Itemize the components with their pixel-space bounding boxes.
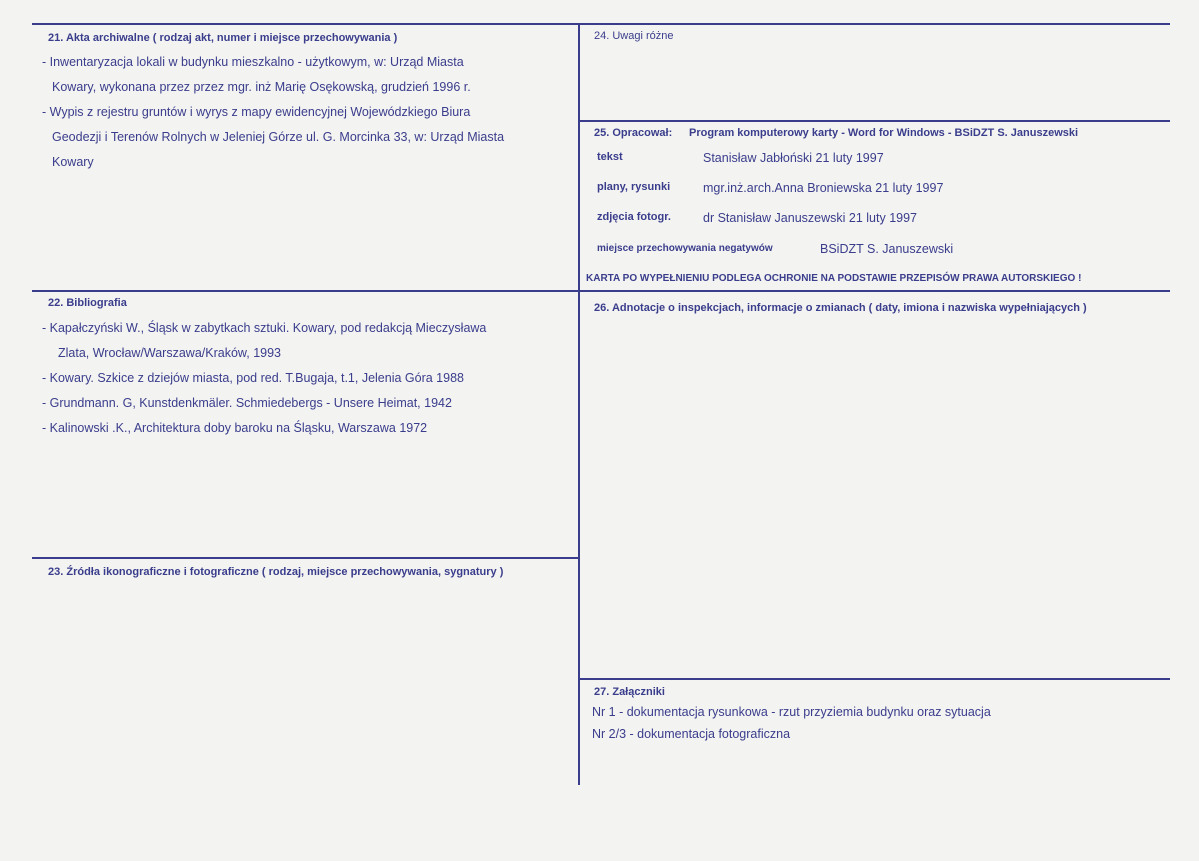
section-22-heading: 22. Bibliografia [48, 297, 127, 309]
section-27-line: Nr 2/3 - dokumentacja fotograficzna [592, 727, 791, 741]
center-divider [578, 25, 580, 785]
section-21-line: Kowary [52, 155, 94, 169]
section-25-heading: 25. Opracował: [594, 127, 673, 139]
label-plany-rysunki: plany, rysunki [597, 181, 671, 193]
copyright-notice: KARTA PO WYPEŁNIENIU PODLEGA OCHRONIE NA PODSTAWIE PRZEPISÓW PRAWA AUTORSKIEGO ! [586, 273, 1082, 284]
section-22-line: - Kalinowski .K., Architektura doby baroku na Śląsku, Warszawa 1972 [42, 421, 428, 435]
divider-22-23 [32, 557, 580, 559]
top-border [32, 23, 1170, 25]
section-27-heading: 27. Załączniki [594, 686, 665, 698]
section-21-line: - Inwentaryzacja lokali w budynku mieszkalno - użytkowym, w: Urząd Miasta [42, 55, 464, 69]
section-22-line: Zlata, Wrocław/Warszawa/Kraków, 1993 [58, 346, 281, 360]
label-zdjecia: zdjęcia fotogr. [597, 211, 671, 223]
section-21-line: Geodezji i Terenów Rolnych w Jeleniej Górze ul. G. Morcinka 33, w: Urząd Miasta [52, 130, 505, 144]
divider-21-22 [32, 290, 580, 292]
divider-24-25 [580, 120, 1170, 122]
section-22-line: - Grundmann. G, Kunstdenkmäler. Schmiedebergs - Unsere Heimat, 1942 [42, 396, 452, 410]
divider-26-27 [580, 678, 1170, 680]
value-zdjecia: dr Stanisław Januszewski 21 luty 1997 [703, 211, 918, 225]
section-23-heading: 23. Źródła ikonograficzne i fotograficzne ( rodzaj, miejsce przechowywania, sygnatury ) [48, 566, 504, 578]
value-tekst: Stanisław Jabłoński 21 luty 1997 [703, 151, 884, 165]
section-21-heading: 21. Akta archiwalne ( rodzaj akt, numer i miejsce przechowywania ) [48, 32, 398, 44]
section-25-program: Program komputerowy karty - Word for Windows - BSiDZT S. Januszewski [689, 127, 1079, 139]
section-21-line: Kowary, wykonana przez przez mgr. inż Marię Osękowską, grudzień 1996 r. [52, 80, 471, 94]
section-26-heading: 26. Adnotacje o inspekcjach, informacje o zmianach ( daty, imiona i nazwiska wypełniających ) [594, 302, 1087, 314]
value-plany-rysunki: mgr.inż.arch.Anna Broniewska 21 luty 1997 [703, 181, 944, 195]
value-negatywy: BSiDZT S. Januszewski [820, 242, 954, 256]
section-27-line: Nr 1 - dokumentacja rysunkowa - rzut przyziemia budynku oraz sytuacja [592, 705, 991, 719]
section-22-line: - Kowary. Szkice z dziejów miasta, pod red. T.Bugaja, t.1, Jelenia Góra 1988 [42, 371, 464, 385]
section-22-line: - Kapałczyński W., Śląsk w zabytkach sztuki. Kowary, pod redakcją Mieczysława [42, 321, 487, 335]
section-21-line: - Wypis z rejestru gruntów i wyrys z mapy ewidencyjnej Wojewódzkiego Biura [42, 105, 471, 119]
section-24-heading: 24. Uwagi różne [594, 30, 674, 42]
divider-25-26 [580, 290, 1170, 292]
label-tekst: tekst [597, 151, 623, 163]
label-negatywy: miejsce przechowywania negatywów [597, 243, 773, 254]
